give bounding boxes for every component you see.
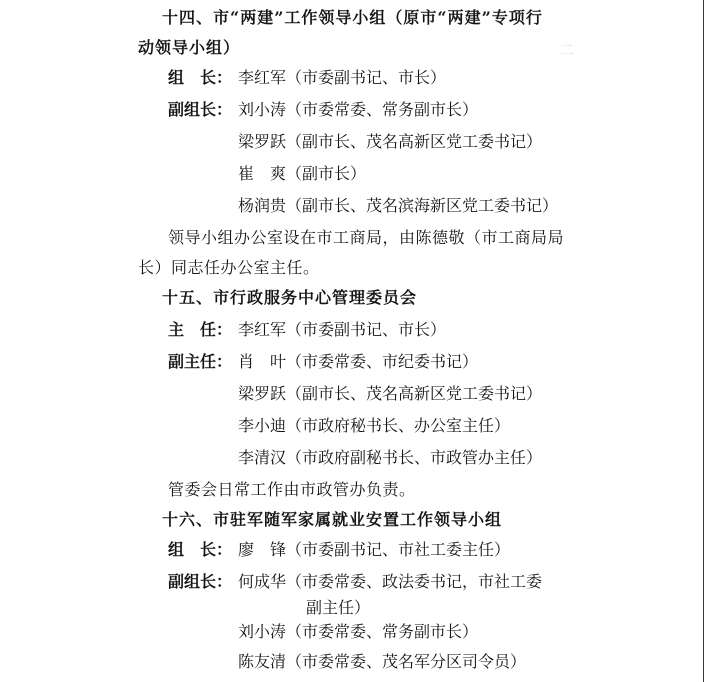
member-name: 肖 叶（市委常委、市纪委书记）: [238, 352, 479, 371]
member-name: 何成华（市委常委、政法委书记，市社工委: [238, 572, 543, 591]
member-role: 副主任：: [168, 352, 233, 371]
member-name: 李清汉（市政府副秘书长、市政管办主任）: [238, 448, 543, 467]
member-name: 杨润贵（副市长、茂名滨海新区党工委书记）: [238, 196, 559, 215]
section-14-note-cont: 长）同志任办公室主任。: [138, 258, 320, 277]
page-edge: [703, 0, 704, 682]
member-name-cont: 副主任）: [306, 598, 371, 617]
member-name: 梁罗跃（副市长、茂名高新区党工委书记）: [238, 132, 543, 151]
section-15-heading: 十五、市行政服务中心管理委员会: [162, 288, 418, 307]
bleed-through-mark: [120, 340, 148, 360]
member-name: 李小迪（市政府秘书长、办公室主任）: [238, 416, 511, 435]
member-role: 组 长：: [168, 68, 233, 87]
member-name: 陈友清（市委常委、茂名军分区司令员）: [238, 652, 527, 671]
section-14-note: 领导小组办公室设在市工商局，由陈德敬（市工商局局: [168, 228, 565, 247]
member-name: 廖 锋（市委副书记、市社工委主任）: [238, 540, 511, 559]
member-name: 李红军（市委副书记、市长）: [238, 320, 447, 339]
section-15-note: 管委会日常工作由市政管办负责。: [168, 480, 416, 499]
member-role: 副组长：: [168, 100, 233, 119]
bleed-through-mark: 二: [560, 43, 602, 59]
section-16-heading: 十六、市驻军随军家属就业安置工作领导小组: [162, 510, 503, 529]
member-role: 主 任：: [168, 320, 233, 339]
section-14-heading-cont: 动领导小组）: [138, 38, 241, 57]
member-role: 组 长：: [168, 540, 233, 559]
member-role: 副组长：: [168, 572, 233, 591]
section-14-heading: 十四、市“两建”工作领导小组（原市“两建”专项行: [162, 8, 543, 27]
member-name: 刘小涛（市委常委、常务副市长）: [238, 622, 479, 641]
member-name: 梁罗跃（副市长、茂名高新区党工委书记）: [238, 384, 543, 403]
member-name: 崔 爽（副市长）: [238, 164, 367, 183]
member-name: 李红军（市委副书记、市长）: [238, 68, 447, 87]
member-name: 刘小涛（市委常委、常务副市长）: [238, 100, 479, 119]
